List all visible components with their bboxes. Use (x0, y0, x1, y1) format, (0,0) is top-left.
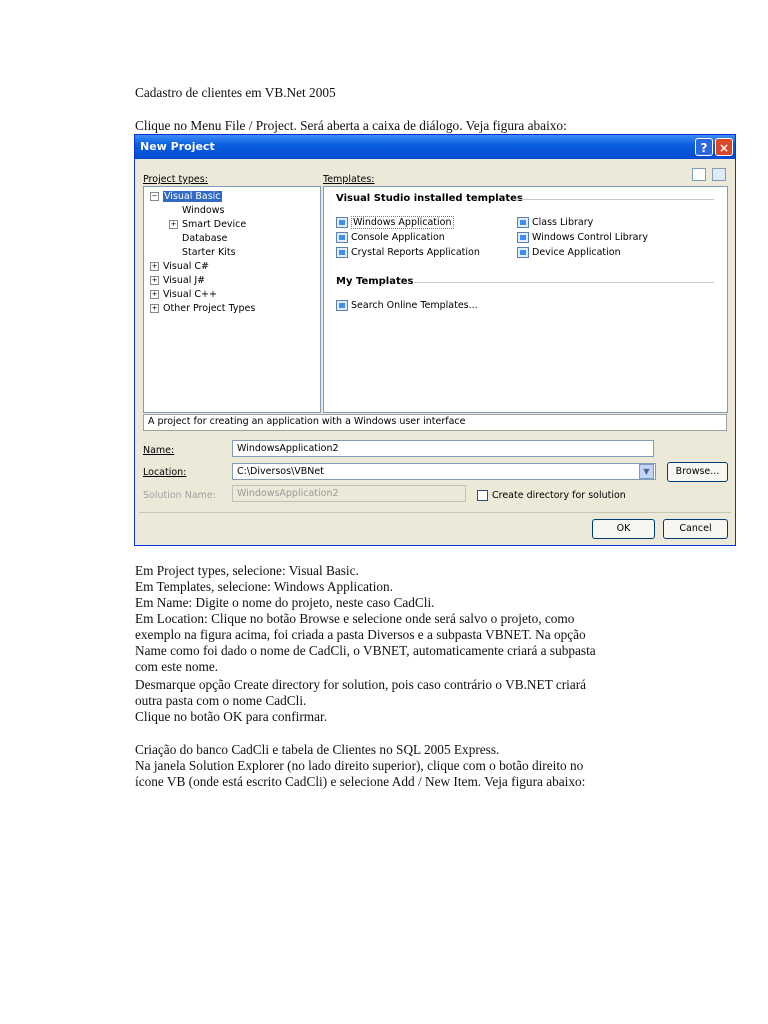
para2-line: ícone VB (onde está escrito CadCli) e selecione Add / New Item. Veja figura abaixo: (135, 774, 586, 789)
windows-app-icon (336, 217, 348, 228)
expand-icon[interactable]: + (151, 276, 158, 284)
tree-item-visual-jsharp[interactable]: + Visual J# (151, 275, 206, 286)
expand-icon[interactable]: + (170, 220, 177, 228)
button-divider (139, 512, 731, 513)
para-line: exemplo na figura acima, foi criada a pasta Diversos e a subpasta VBNET. Na opção (135, 627, 586, 642)
doc-title: Cadastro de clientes em VB.Net 2005 (135, 85, 336, 100)
tree-item-database[interactable]: Database (182, 233, 228, 244)
doc-intro: Clique no Menu File / Project. Será aberta a caixa de diálogo. Veja figura abaixo: (135, 118, 567, 133)
close-button[interactable]: × (715, 138, 733, 156)
templates-label: Templates: (323, 174, 375, 185)
project-types-tree[interactable] (143, 186, 321, 413)
template-description: A project for creating an application with a Windows user interface (143, 414, 727, 431)
expand-icon[interactable]: + (151, 304, 158, 312)
tree-item-windows[interactable]: Windows (182, 205, 225, 216)
dialog-titlebar (135, 135, 735, 159)
para-line: Em Project types, selecione: Visual Basic. (135, 563, 359, 578)
device-app-icon (517, 247, 529, 258)
section-divider (514, 199, 714, 200)
tree-item-other-project-types[interactable]: + Other Project Types (151, 303, 256, 314)
para2-line: Criação do banco CadCli e tabela de Clientes no SQL 2005 Express. (135, 742, 500, 757)
collapse-icon[interactable]: − (151, 192, 158, 200)
new-project-dialog (134, 134, 736, 546)
installed-templates-header: Visual Studio installed templates (336, 193, 523, 204)
class-library-icon (517, 217, 529, 228)
small-icons-view-icon[interactable] (712, 168, 726, 181)
para-line: Em Templates, selecione: Windows Application. (135, 579, 394, 594)
template-crystal-reports[interactable]: Crystal Reports Application (336, 247, 480, 258)
location-field[interactable]: C:\Diversos\VBNet (232, 463, 656, 480)
name-label: Name: (143, 445, 175, 456)
para-line: Desmarque opção Create directory for solution, pois caso contrário o VB.NET criará (135, 677, 587, 692)
cancel-button[interactable]: Cancel (663, 519, 728, 539)
para-line: Em Name: Digite o nome do projeto, neste caso CadCli. (135, 595, 435, 610)
template-class-library[interactable]: Class Library (517, 217, 593, 228)
para-line: outra pasta com o nome CadCli. (135, 693, 307, 708)
template-device-application[interactable]: Device Application (517, 247, 621, 258)
para-line: Em Location: Clique no botão Browse e selecione onde será salvo o projeto, como (135, 611, 575, 626)
tree-item-visual-basic[interactable]: − Visual Basic (151, 191, 221, 202)
tree-item-starter-kits[interactable]: Starter Kits (182, 247, 236, 258)
expand-icon[interactable]: + (151, 262, 158, 270)
console-app-icon (336, 232, 348, 243)
project-types-label: Project types: (143, 174, 208, 185)
chevron-down-icon[interactable]: ▼ (639, 464, 654, 479)
help-button[interactable]: ? (695, 138, 713, 156)
solution-name-field: WindowsApplication2 (232, 485, 466, 502)
browse-button[interactable]: Browse... (667, 462, 728, 482)
section-divider (414, 282, 714, 283)
ok-button[interactable]: OK (592, 519, 655, 539)
para-line: Clique no botão OK para confirmar. (135, 709, 328, 724)
dialog-title: New Project (140, 140, 215, 153)
tree-item-visual-csharp[interactable]: + Visual C# (151, 261, 209, 272)
create-directory-checkbox[interactable] (477, 490, 488, 501)
template-search-online[interactable]: Search Online Templates... (336, 300, 478, 311)
large-icons-view-icon[interactable] (692, 168, 706, 181)
location-label: Location: (143, 467, 187, 478)
solution-name-label: Solution Name: (143, 490, 216, 501)
crystal-reports-icon (336, 247, 348, 258)
search-online-icon (336, 300, 348, 311)
my-templates-header: My Templates (336, 276, 414, 287)
create-directory-label: Create directory for solution (492, 490, 626, 501)
template-windows-control-library[interactable]: Windows Control Library (517, 232, 648, 243)
expand-icon[interactable]: + (151, 290, 158, 298)
templates-panel[interactable] (323, 186, 728, 413)
para-line: Name como foi dado o nome de CadCli, o VBNET, automaticamente criará a subpasta (135, 643, 596, 658)
para-line: com este nome. (135, 659, 219, 674)
tree-item-visual-cpp[interactable]: + Visual C++ (151, 289, 217, 300)
template-console-application[interactable]: Console Application (336, 232, 445, 243)
control-library-icon (517, 232, 529, 243)
name-field[interactable]: WindowsApplication2 (232, 440, 654, 457)
para2-line: Na janela Solution Explorer (no lado direito superior), clique com o botão direito no (135, 758, 584, 773)
tree-item-smart-device[interactable]: + Smart Device (170, 219, 247, 230)
template-windows-application[interactable]: Windows Application (336, 217, 454, 228)
